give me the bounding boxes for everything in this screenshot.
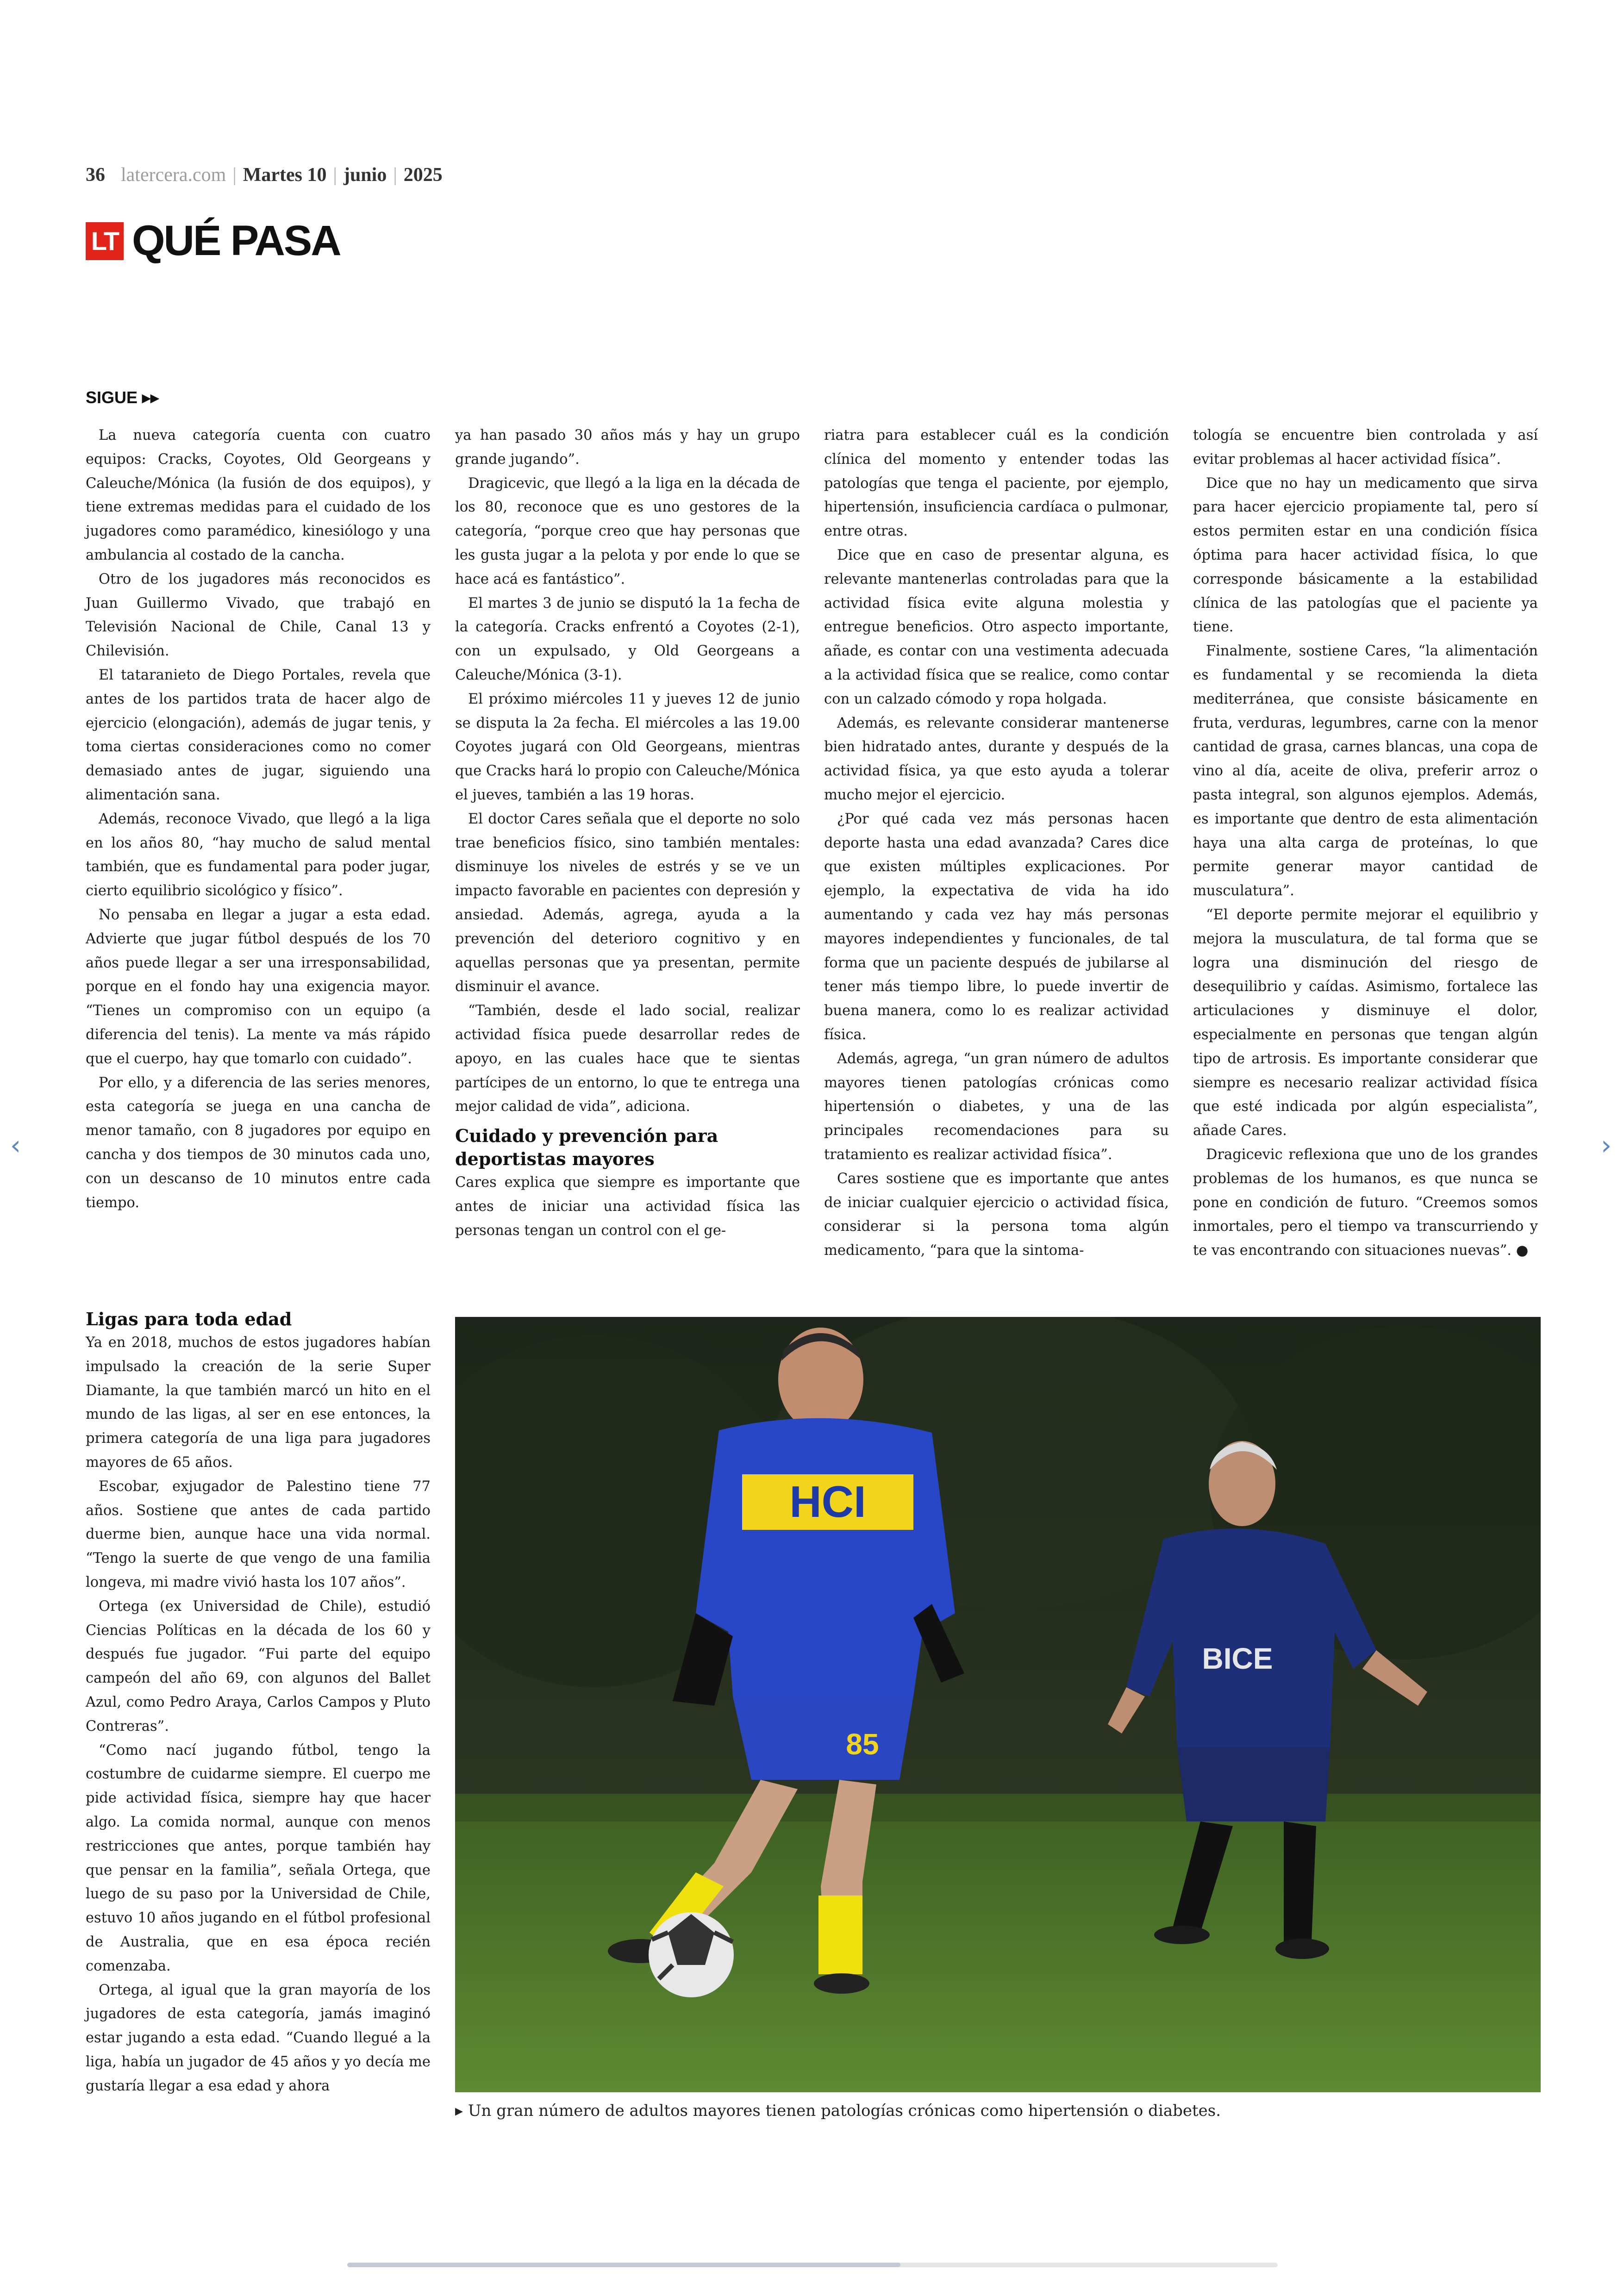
previous-page-arrow-icon[interactable]: ‹ xyxy=(10,1129,21,1161)
paragraph: Por ello, y a diferencia de las series menores, esta categoría se juega en una cancha de menor tamaño, con 8 jugadores por equipo en cancha y dos tiempos de 30 minutos cada uno, con un descanso de 10 minutos entre cada tiempo. xyxy=(86,1074,431,1211)
paragraph: “Como nací jugando fútbol, tengo la costumbre de cuidarme siempre. El cuerpo me pide actividad física, siempre hay que hacer algo. La comida normal, aunque con menos restricciones que antes, porque también hay que pensar en la familia”, señala Ortega, que luego de su paso por la Universidad de Chile, estuvo 10 años jugando en el fútbol profesional de Australia, que en esa época recién comenzaba. xyxy=(86,1742,431,1974)
page-number: 36 xyxy=(86,164,105,186)
jersey-sponsor-left: HCI xyxy=(789,1477,866,1527)
paragraph: Dice que en caso de presentar alguna, es relevante mantenerlas controladas para que la actividad física evite alguna molestia y entregue beneficios. Otro aspecto importante, añade, es contar con una vestimenta adecuada a la actividad física que se realice, como contar con un calzado cómodo y ropa holgada. xyxy=(824,547,1169,707)
paragraph: Dragicevic reflexiona que uno de los grandes problemas de los humanos, es que nunca se pone en condición de futuro. “Creemos somos inmortales, pero el tiempo va transcurriendo y te vas encontrando con situaciones nuevas”. ● xyxy=(1193,1146,1538,1259)
paragraph: riatra para establecer cuál es la condición clínica del momento y entender todas las patologías que tenga el paciente, por ejemplo, hipertensión, insuficiencia cardíaca o pulmonar, entre otras. xyxy=(824,427,1169,540)
paragraph: “El deporte permite mejorar el equilibrio y mejora la musculatura, de tal forma que se logra una disminución del riesgo de desequilibrio y caídas. Asimismo, fortalece las articulaciones y disminuye el dolor, especialmente en personas que tengan algún tipo de artrosis. Es importante considerar que siempre es necesario realizar actividad física que esté indicada por algún especialista”, añade Cares. xyxy=(1193,906,1538,1139)
paragraph: Además, agrega, “un gran número de adultos mayores tienen patologías crónicas como hipertensión o diabetes, y una de las principales recomendaciones para su tratamiento es realizar actividad física”. xyxy=(824,1050,1169,1163)
header-weekday: Martes 10 xyxy=(243,164,327,186)
paragraph: Además, es relevante considerar mantenerse bien hidratado antes, durante y después de la actividad física, ya que esto ayuda a tolerar mucho mejor el ejercicio. xyxy=(824,715,1169,803)
paragraph: La nueva categoría cuenta con cuatro equipos: Cracks, Coyotes, Old Georgeans y Caleuche/Mónica (la fusión de dos equipos), y tiene extremas medidas para el cuidado de los jugadores como paramédico, kinesiólogo y una ambulancia al costado de la cancha. xyxy=(86,427,431,563)
photo-caption: ▸ Un gran número de adultos mayores tienen patologías crónicas como hipertensión o diabetes. xyxy=(455,2102,1221,2120)
header-separator: | xyxy=(232,164,237,186)
article-column-2 xyxy=(455,424,800,1243)
paragraph: Dragicevic, que llegó a la liga en la década de los 80, reconoce que es uno gestores de la categoría, “porque creo que hay personas que les gusta jugar a la pelota y por ende lo que se hace acá es fantástico”. xyxy=(455,475,800,587)
paragraph: Otro de los jugadores más reconocidos es Juan Guillermo Vivado, que trabajó en Televisión Nacional de Chile, Canal 13 y Chilevisión. xyxy=(86,571,431,660)
page-header xyxy=(86,161,443,189)
paragraph: ya han pasado 30 años más y hay un grupo grande jugando”. xyxy=(455,427,800,468)
paragraph: El tataranieto de Diego Portales, revela que antes de los partidos trata de hacer algo de ejercicio (elongación), además de jugar tenis, y toma ciertas consideraciones como no comer demasiado antes de jugar, siguiendo una alimentación sana. xyxy=(86,667,431,803)
paragraph: “También, desde el lado social, realizar actividad física puede desarrollar redes de apoyo, en las cuales hace que te sientas partícipes de un entorno, lo que te entrega una mejor calidad de vida”, adiciona. xyxy=(455,1003,800,1115)
paragraph: Ortega (ex Universidad de Chile), estudió Ciencias Políticas en la década de los 60 y después fue jugador. “Fui parte del equipo campeón del año 69, con algunos del Ballet Azul, como Pedro Araya, Carlos Campos y Pluto Contreras”. xyxy=(86,1598,431,1734)
paragraph: Finalmente, sostiene Cares, “la alimentación es fundamental y se recomienda la dieta mediterránea, que consiste básicamente en fruta, verduras, legumbres, carne con la menor cantidad de grasa, carnes blancas, una copa de vino al día, aceite de oliva, preferir arroz o pasta integral, son algunos ejemplos. Además, es importante que dentro de esta alimentación haya una alta carga de proteínas, lo que permite generar mayor cantidad de musculatura”. xyxy=(1193,643,1538,899)
header-separator: | xyxy=(333,164,337,186)
paragraph: El próximo miércoles 11 y jueves 12 de junio se disputa la 2a fecha. El miércoles a las 19.00 Coyotes jugará con Old Georgeans, mientras que Cracks hará lo propio con Caleuche/Mónica el jueves, también a las 19 horas. xyxy=(455,691,800,803)
header-year: 2025 xyxy=(403,164,443,186)
article-photo xyxy=(455,1317,1541,2092)
section-title: QUÉ PASA xyxy=(132,217,340,264)
paragraph: Cares sostiene que es importante que antes de iniciar cualquier ejercicio o actividad física, considerar si la persona toma algún medicamento, “para que la sintoma- xyxy=(824,1170,1169,1259)
paragraph: No pensaba en llegar a jugar a esta edad. Advierte que jugar fútbol después de los 70 años puede llegar a ser una irresponsabilidad, porque en el fondo hay una exigencia mayor. “Tienes un compromiso con un equipo (a diferencia del tenis). La mente va más rápido que el cuerpo, hay que tomarlo con cuidado”. xyxy=(86,906,431,1067)
paragraph: Ya en 2018, muchos de estos jugadores habían impulsado la creación de la serie Super Diamante, la que también marcó un hito en el mundo de las ligas, al ser en ese entonces, la primera categoría de una liga para jugadores mayores de 65 años. xyxy=(86,1335,431,1471)
next-page-arrow-icon[interactable]: › xyxy=(1601,1129,1612,1161)
subheading: Cuidado y prevención para deportistas mayores xyxy=(455,1125,718,1170)
scrollbar-thumb[interactable] xyxy=(347,2263,900,2267)
paragraph: Escobar, exjugador de Palestino tiene 77 años. Sostiene que antes de cada partido duerme bien, aunque hace una vida normal. “Tengo la suerte de que vengo de una familia longeva, mi madre vivió hasta los 107 años”. xyxy=(86,1478,431,1590)
paragraph: Dice que no hay un medicamento que sirva para hacer ejercicio propiamente tal, pero sí estos permiten estar en una condición física óptima para hacer actividad física, lo que corresponde básicamente a la estabilidad clínica de las patologías que el paciente ya tiene. xyxy=(1193,475,1538,636)
paragraph: tología se encuentre bien controlada y así evitar problemas al hacer actividad física”. xyxy=(1193,427,1538,468)
paragraph: Cares explica que siempre es importante que antes de iniciar una actividad física las personas tengan un control con el ge- xyxy=(455,1174,800,1239)
continued-label: SIGUE ▸▸ xyxy=(86,388,159,407)
article-column-5 xyxy=(86,1308,431,2098)
site-name: latercera.com xyxy=(121,164,226,186)
article-column-1 xyxy=(86,424,431,1215)
subheading: Ligas para toda edad xyxy=(86,1309,292,1329)
shorts-number: 85 xyxy=(846,1727,879,1761)
article-column-4 xyxy=(1193,424,1538,1263)
paragraph: ¿Por qué cada vez más personas hacen deporte hasta una edad avanzada? Cares dice que existen múltiples explicaciones. Por ejemplo, la expectativa de vida ha ido aumentando y cada vez hay más personas mayores independientes y funcionales, de tal forma que un paciente después de jubilarse al tener más tiempo libre, lo puede invertir de buena manera, como lo es realizar actividad física. xyxy=(824,811,1169,1043)
lt-logo: LT xyxy=(86,222,124,260)
jersey-sponsor-right: BICE xyxy=(1202,1642,1273,1675)
header-separator: | xyxy=(393,164,397,186)
paragraph: El martes 3 de junio se disputó la 1a fecha de la categoría. Cracks enfrentó a Coyotes (2-1), con un expulsado, y Old Georgeans a Caleuche/Mónica (3-1). xyxy=(455,595,800,683)
article-column-3 xyxy=(824,424,1169,1263)
paragraph: Ortega, al igual que la gran mayoría de los jugadores de esta categoría, jamás imaginó estar jugando a esta edad. “Cuando llegué a la liga, había un jugador de 45 años y yo decía me gustaría llegar a esa edad y ahora xyxy=(86,1982,431,2094)
paragraph: Además, reconoce Vivado, que llegó a la liga en los años 80, “hay mucho de salud mental también, que es fundamental para poder jugar, cierto equilibrio sicológico y físico”. xyxy=(86,811,431,899)
paragraph: El doctor Cares señala que el deporte no solo trae beneficios físico, sino también mentales: disminuye los niveles de estrés y se ve un impacto favorable en pacientes con depresión y ansiedad. Además, agrega, ayuda a la prevención del deterioro cognitivo y en aquellas personas que ya presentan, permite disminuir el avance. xyxy=(455,811,800,995)
header-month: junio xyxy=(343,164,387,186)
section-brand xyxy=(86,217,340,265)
